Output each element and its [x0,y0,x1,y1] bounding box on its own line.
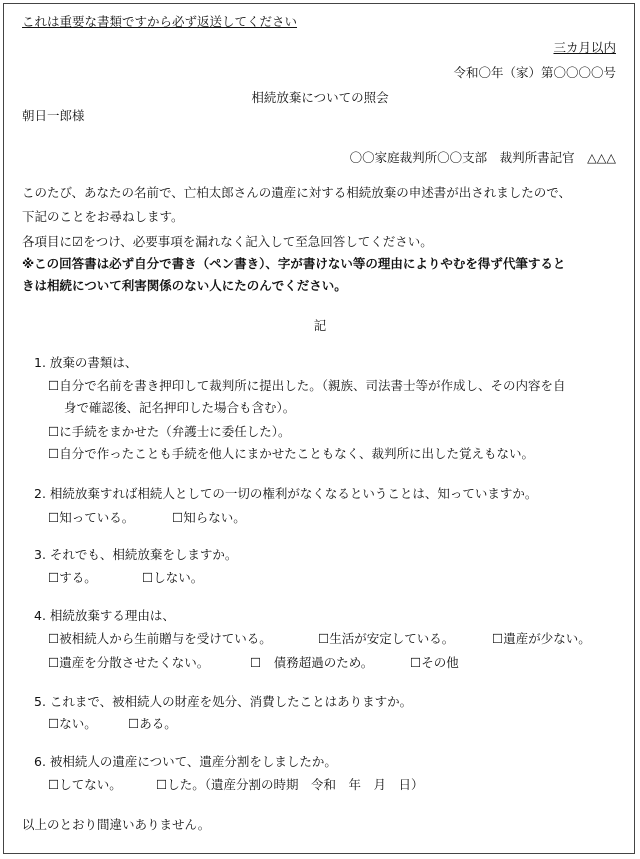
intro-line-3: 各項目に☑をつけ、必要事項を漏れなく記入して至急回答してください。 [22,234,433,249]
recipient-name: 朝日一郎様 [22,108,85,123]
q5-option-yes[interactable]: ☐ある。 [128,716,177,731]
ki-heading: 記 [313,318,327,333]
intro-note-line-1: ※この回答書は必ず自分で書き（ペン書き）、字が書けない等の理由によりやむを得ず代筆すると [22,256,566,271]
q3-question: 3. それでも、相続放棄をしますか。 [34,547,238,562]
q5-option-no[interactable]: ☐ない。 [48,716,97,731]
intro-line-2: 下記のことをお尋ねします。 [22,209,184,224]
q2-option-know[interactable]: ☐知っている。 [48,510,135,525]
sender-name: 〇〇家庭裁判所〇〇支部 裁判所書記官 △△△ [349,150,616,165]
q1-option-delegated[interactable]: ☐に手続をまかせた（弁護士に委任した）。 [48,424,291,439]
q4-option-debt[interactable]: ☐ 債務超過のため。 [250,655,374,670]
q4-option-small-estate[interactable]: ☐遺産が少ない。 [492,631,591,646]
q3-option-yes[interactable]: ☐する。 [48,570,97,585]
q6-question: 6. 被相続人の遺産について、遺産分割をしましたか。 [34,754,337,769]
intro-note-line-2: きは相続について利害関係のない人にたのんでください。 [22,278,347,293]
document-title: 相続放棄についての照会 [251,90,389,105]
q2-option-dont-know[interactable]: ☐知らない。 [172,510,246,525]
q6-option-done[interactable]: ☐した。（遺産分割の時期 令和 年 月 日） [156,777,424,792]
q5-question: 5. これまで、被相続人の財産を処分、消費したことはありますか。 [34,694,413,709]
q1-option-self-submitted[interactable]: ☐自分で名前を書き押印して裁判所に提出した。（親族、司法書士等が作成し、その内容を自 [48,378,566,393]
intro-line-1: このたび、あなたの名前で、亡柏太郎さんの遺産に対する相続放棄の申述書が出されましたので、 [22,185,572,200]
case-number: 令和〇年（家）第〇〇〇〇号 [453,65,616,80]
q4-option-no-dispersal[interactable]: ☐遺産を分散させたくない。 [48,655,210,670]
q6-option-not-done[interactable]: ☐してない。 [48,777,122,792]
q1-question: 1. 放棄の書類は、 [34,355,138,370]
q3-option-no[interactable]: ☐しない。 [142,570,204,585]
q4-question: 4. 相続放棄する理由は、 [34,608,175,623]
return-notice: これは重要な書類ですから必ず返送してください [22,14,298,29]
deadline-label: 三カ月以内 [553,40,616,55]
closing-statement: 以上のとおり間違いありません。 [22,817,211,832]
q4-option-other[interactable]: ☐その他 [410,655,459,670]
q2-question: 2. 相続放棄すれば相続人としての一切の権利がなくなるということは、知っていますか。 [34,486,538,501]
q4-option-stable[interactable]: ☐生活が安定している。 [318,631,455,646]
q1-option-not-made[interactable]: ☐自分で作ったことも手続を他人にまかせたこともなく、裁判所に出した覚えもない。 [48,446,534,461]
q4-option-gift[interactable]: ☐被相続人から生前贈与を受けている。 [48,631,272,646]
q1-option-self-submitted-cont: 身で確認後、記名押印した場合も含む）。 [64,400,296,415]
